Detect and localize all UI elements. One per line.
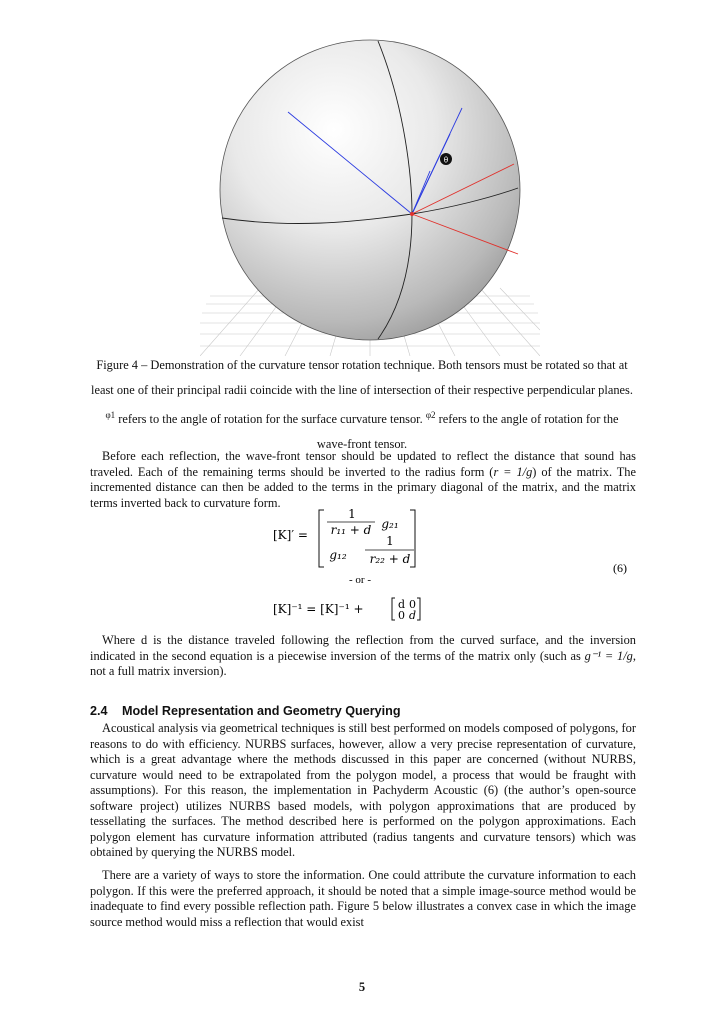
matrix-entry-g21: g₂₁ — [381, 517, 399, 531]
svg-text:d: d — [398, 598, 406, 611]
matrix-entry-numerator: 1 — [348, 507, 356, 521]
equation-6 — [90, 500, 636, 630]
section-number: 2.4 — [90, 704, 108, 718]
caption-line: wave-front tensor. — [316, 437, 408, 452]
page-number: 5 — [358, 980, 366, 994]
figure-4-sphere — [200, 38, 540, 356]
svg-text:0: 0 — [398, 609, 405, 622]
section-title: Model Representation and Geometry Querying — [122, 704, 401, 718]
svg-text:d: d — [409, 609, 417, 622]
matrix-entry-numerator: 1 — [386, 534, 394, 548]
caption-line: least one of their principal radii coincide with the line of intersection of their respective perpendicular planes. — [91, 383, 633, 397]
section-heading — [90, 704, 401, 718]
equation-or: - or - — [349, 574, 371, 586]
paragraph-distance-note: Where d is the distance traveled following the reflection from the curved surface, and the inversion indicated in the second equation is a piecewise inversion of the terms of the matrix only (such as g⁻¹ = 1/g, not a full matrix inversion). — [90, 633, 636, 678]
intersection-point — [410, 212, 414, 216]
theta-marker — [440, 153, 452, 165]
svg-text:0: 0 — [409, 598, 416, 611]
paragraph-model-representation: Acoustical analysis via geometrical techniques is still best performed on models composed of polygons, for reasons to do with efficiency. NURBS surfaces, however, allow a very precise representation of curvature, which is a great advantage where the methods discussed in this paper are concerned (without NURBS, curvature would need to be extrapolated from the polygon model, a process that would be fraught with assumptions). For this reason, the implementation in Pachyderm Acoustic (6) (the author’s open-source software project) utilizes NURBS based models, with polygon approximations that are produced by tessellating the surfaces. The method described here is performed on the polygon approximations. Each polygon element has curvature information attributed (radius tangents and curvature tensors) which was obtained by querying the NURBS model. — [90, 721, 636, 859]
figure-4-caption — [70, 353, 654, 457]
paragraph-storage: There are a variety of ways to store the information. One could attribute the curvature information to each polygon. If this were the preferred approach, it should be noted that a simple image-source method would be inadequate to find every possible reflection path. Figure 5 below illustrates a convex case in which the image source method would miss a reflection that would exist — [90, 868, 636, 929]
matrix-entry-g12: g₁₂ — [329, 548, 347, 562]
matrix-entry-r22: r₂₂ + d — [369, 552, 411, 566]
svg-text:θ: θ — [443, 155, 449, 165]
equation-lhs-2: [K]⁻¹ = [K]⁻¹ + — [273, 602, 364, 616]
caption-line: Figure 4 – Demonstration of the curvature tensor rotation technique. Both tensors must be rotated so that at — [96, 358, 628, 372]
paragraph-wavefront-update: Before each reflection, the wave-front tensor should be updated to reflect the distance that sound has traveled. Each of the remaining terms should be inverted to the radius form (r = 1/g) of the matrix. The incremented distance can then be added to the terms in the primary diagonal of the matrix, and the matrix terms inverted back to curvature form. — [90, 449, 636, 510]
caption-line: $^{\varphi 1}$ refers to the angle of rotation for the surface curvature tensor. $^{\varphi 2}$ refers to the angle of rotation for the — [105, 410, 619, 427]
equation-lhs-1: [K]′ = — [273, 528, 308, 542]
matrix-entry-r11: r₁₁ + d — [330, 523, 372, 537]
equation-number: (6) — [613, 561, 627, 575]
sphere — [220, 40, 520, 340]
